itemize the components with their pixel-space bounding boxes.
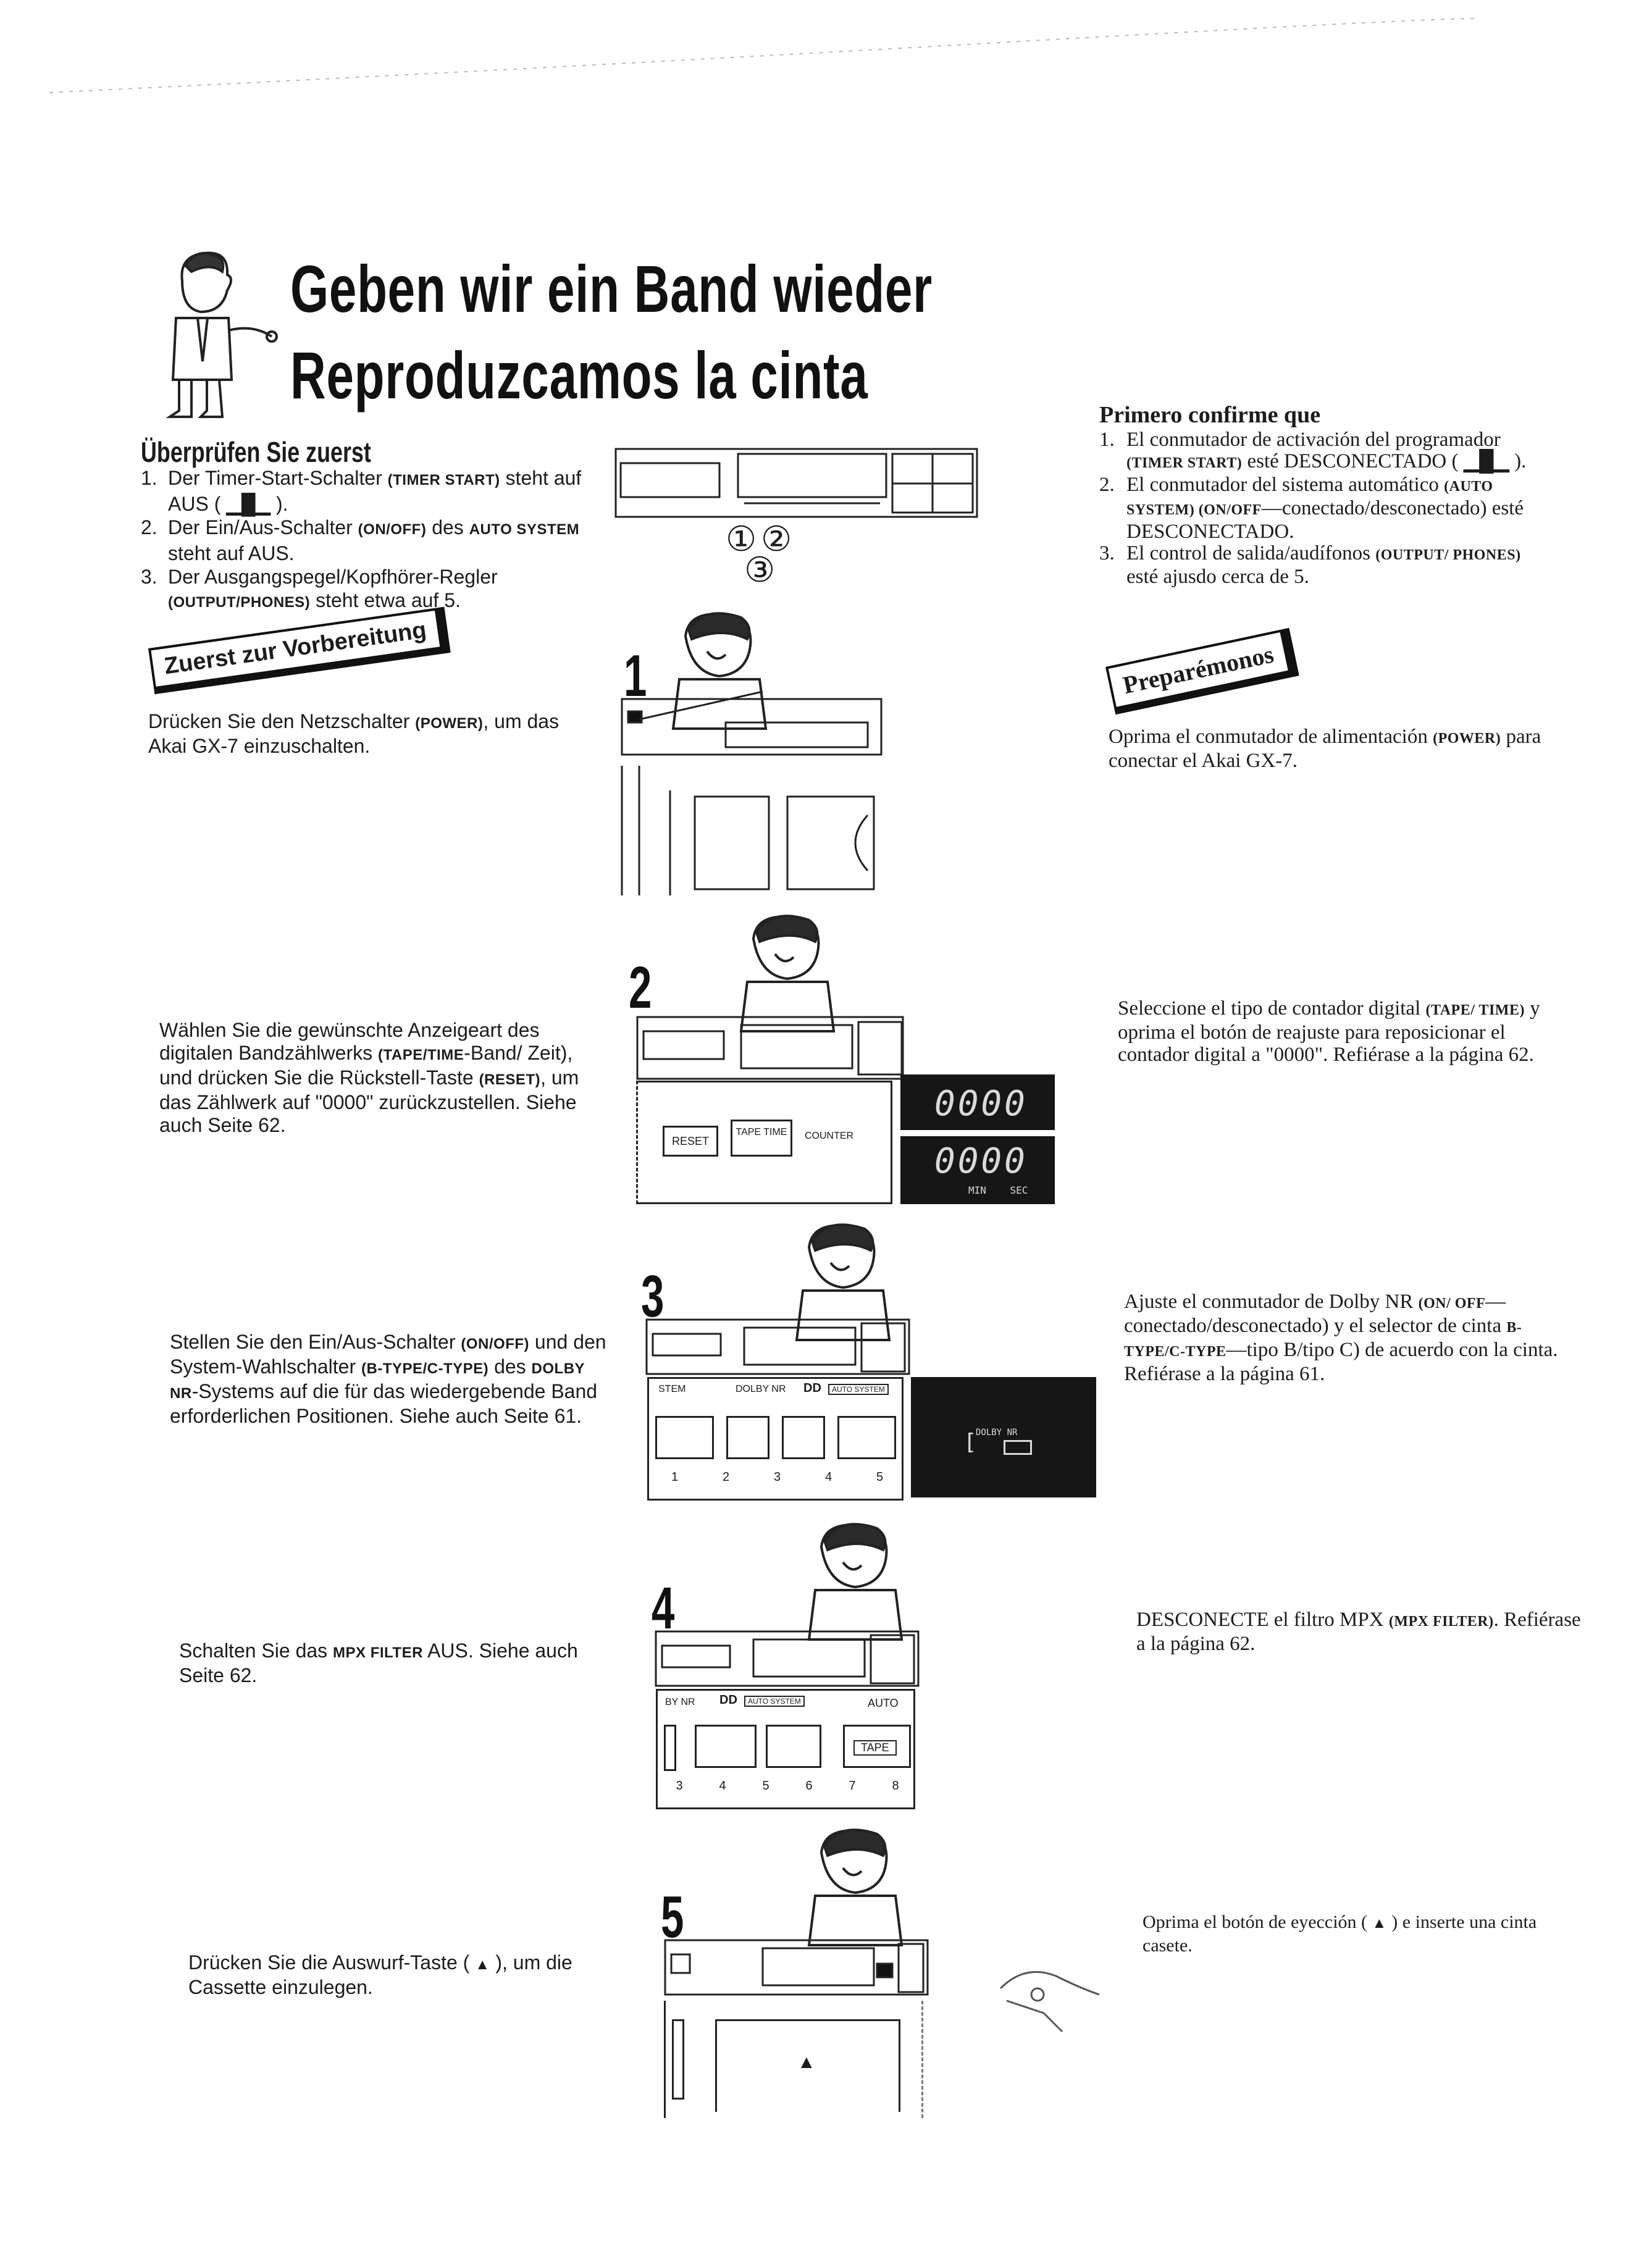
b-c-type-selector[interactable] <box>782 1416 825 1459</box>
step2-counter-panel <box>636 1081 892 1204</box>
reset-button[interactable]: RESET <box>663 1126 718 1157</box>
counter-display-tape <box>900 1074 1055 1130</box>
level-scale-4: 3 4 5 6 7 8 <box>676 1779 899 1793</box>
auto-system-switch[interactable] <box>837 1416 896 1459</box>
step1-text-de: Drücken Sie den Netzschalter (POWER), um das Akai GX-7 einzuschalten. <box>148 710 560 757</box>
check-heading-es: Primero confirme que <box>1099 402 1321 428</box>
auto-system-label: AUTO SYSTEM <box>744 1696 805 1707</box>
dolby-symbol-label: DD <box>803 1381 821 1395</box>
scan-edge-line <box>0 0 1652 124</box>
deck-overview-diagram <box>614 448 979 519</box>
step3-deck-front <box>645 1318 911 1377</box>
check-heading-de: Überprüfen Sie zuerst <box>141 436 371 468</box>
step4-mpx-panel <box>656 1689 915 1809</box>
step-number-3: 3 <box>641 1263 665 1329</box>
mpx-filter-switch[interactable] <box>695 1725 757 1768</box>
counter-value-2: 0000 <box>934 1141 1028 1181</box>
step4-deck-front <box>655 1630 920 1689</box>
step-number-2: 2 <box>629 955 652 1021</box>
min-sec-label: MIN SEC <box>968 1184 1028 1196</box>
dolby-symbol-label: DD <box>719 1693 737 1707</box>
dolby-double-d-icon <box>1004 1440 1032 1455</box>
tape-time-button[interactable]: TAPE TIME <box>731 1120 792 1157</box>
step5-deck-front <box>664 1939 929 1998</box>
step3-text-es: Ajuste el conmutador de Dolby NR (ON/ OFF—conectado/desconectado) y el selector de cinta B-TYPE/C-TYPE—tipo B/tipo C) de acuerdo con la cinta. Refiérase a la página 61. <box>1124 1291 1558 1385</box>
callout-1: ① <box>726 519 757 558</box>
system-switch[interactable] <box>655 1416 714 1459</box>
dolby-auto-system-label: AUTO SYSTEM <box>828 1384 889 1395</box>
counter-display-time <box>900 1136 1055 1204</box>
step4-text-es: DESCONECTE el filtro MPX (MPX FILTER). Refiérase a la página 62. <box>1136 1609 1581 1655</box>
dolby-indicator-display <box>911 1377 1096 1497</box>
off-switch-icon: ▁█▁ <box>226 493 271 515</box>
step4-person-illustration <box>797 1516 920 1639</box>
stem-label: STEM <box>658 1384 686 1394</box>
dolby-nr-label: DOLBY NR <box>736 1384 786 1394</box>
center-switch[interactable] <box>766 1725 821 1768</box>
tape-switch[interactable] <box>843 1725 911 1768</box>
title-es: Reproduzcamos la cinta <box>290 338 868 412</box>
step-number-1: 1 <box>624 643 647 709</box>
counter-label: COUNTER <box>805 1131 854 1141</box>
level-scale-3: 1 2 3 4 5 <box>671 1470 884 1484</box>
step3-text-de: Stellen Sie den Ein/Aus-Schalter (ON/OFF) und den System-Wahlschalter (B-TYPE/C-TYPE) des DOLBY NR-Systems auf die für das wiedergebende Band erforderlichen Positionen. Siehe auch Seite 61. <box>170 1331 606 1427</box>
step5-cassette-panel <box>664 2001 923 2118</box>
step5-person-illustration <box>797 1822 920 1945</box>
mascot-illustration <box>154 244 278 423</box>
list-item: 1. Der Timer-Start-Schalter (TIMER START) steht auf AUS ( ▁█▁ ). <box>141 467 582 515</box>
display-bracket-icon: [ <box>963 1430 977 1455</box>
step2-deck-front <box>636 1016 908 1084</box>
step2-text-de: Wählen Sie die gewünschte Anzeigeart des digitalen Bandzählwerks (TAPE/TIME-Band/ Zeit), und drücken Sie die Rückstell-Taste (RESET), um das Zählwerk auf "0000" zurückzustellen. Siehe auch Seite 62. <box>159 1019 579 1136</box>
check-list-es <box>1099 429 1544 588</box>
step2-person-illustration <box>729 908 852 1031</box>
counter-value-1: 0000 <box>934 1084 1028 1124</box>
tape-label: TAPE <box>853 1740 897 1756</box>
step1-deck-closeup <box>621 698 892 902</box>
step4-text-de: Schalten Sie das MPX FILTER AUS. Siehe auch Seite 62. <box>179 1639 578 1686</box>
dolby-on-off-switch[interactable] <box>726 1416 769 1459</box>
step3-dolby-panel <box>647 1377 904 1501</box>
callout-2: ② <box>761 519 792 558</box>
step2-text-es: Seleccione el tipo de contador digital (TAPE/ TIME) y oprima el botón de reajuste para reposicionar el contador digital a "0000". Refiérase a la página 62. <box>1118 997 1540 1066</box>
list-item: 1. El conmutador de activación del programador (TIMER START) esté DESCONECTADO ( ▁█▁ ). <box>1099 429 1527 472</box>
list-item: 3. El control de salida/audífonos (OUTPUT/ PHONES) esté ajusdo cerca de 5. <box>1099 542 1521 588</box>
by-nr-label: BY NR <box>665 1697 695 1707</box>
list-item: 2. Der Ein/Aus-Schalter (ON/OFF) des AUTO SYSTEM steht auf AUS. <box>141 516 580 564</box>
title-de: Geben wir ein Band wieder <box>290 251 933 326</box>
banner-es: Preparémonos <box>1105 628 1299 715</box>
step-number-5: 5 <box>661 1884 684 1950</box>
banner-de: Zuerst zur Vorbereitung <box>148 607 451 695</box>
step5-text-es: Oprima el botón de eyección ( ▲ ) e inserte una cinta casete. <box>1143 1912 1537 1956</box>
step5-text-de: Drücken Sie die Auswurf-Taste ( ▲ ), um die Cassette einzulegen. <box>188 1951 572 1998</box>
callout-3: ③ <box>744 550 776 589</box>
cassette-door[interactable] <box>715 2019 900 2112</box>
list-item: 3. Der Ausgangspegel/Kopfhörer-Regler (OUTPUT/PHONES) steht etwa auf 5. <box>141 566 498 611</box>
dolby-display-label: DOLBY NR <box>976 1428 1018 1438</box>
off-switch-icon: ▁█▁ <box>1463 450 1509 472</box>
list-item: 2. El conmutador del sistema automático (AUTO SYSTEM) (ON/OFF—conectado/desconectado) esté DESCONECTADO. <box>1099 474 1524 543</box>
step1-text-es: Oprima el conmutador de alimentación (POWER) para conectar el Akai GX-7. <box>1109 726 1541 772</box>
left-switch[interactable] <box>664 1725 676 1771</box>
check-list-de <box>141 466 592 614</box>
cassette-sketch <box>988 1951 1112 2038</box>
step-number-4: 4 <box>652 1575 675 1641</box>
side-bar <box>672 2019 684 2100</box>
auto-label: AUTO <box>868 1697 899 1709</box>
eject-button[interactable]: ▲ <box>797 2052 816 2072</box>
